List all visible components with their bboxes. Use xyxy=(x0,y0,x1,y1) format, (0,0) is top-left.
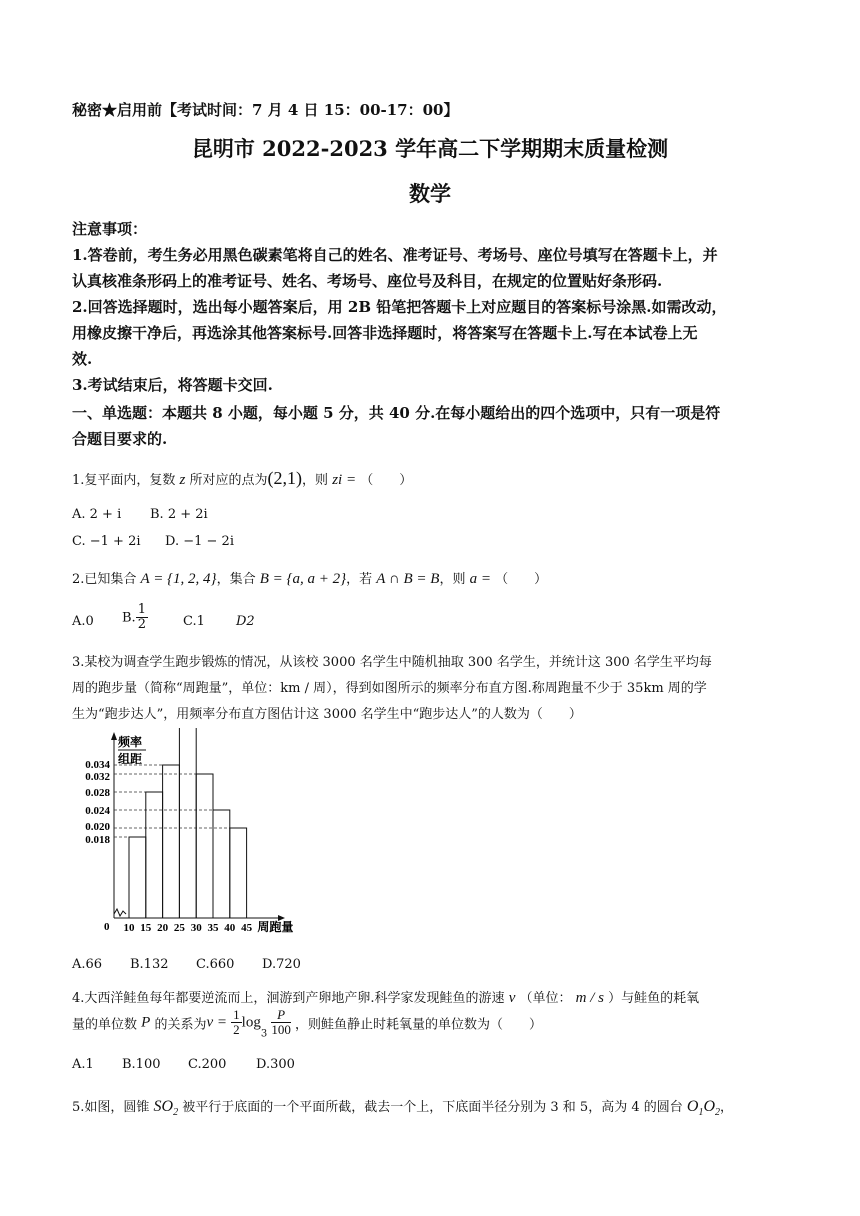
x-tick-label: 40 xyxy=(224,922,236,934)
y-axis-arrow xyxy=(111,732,117,740)
q5-o2-subscript: 2 xyxy=(715,1107,720,1119)
q5-text-a: 5.如图，圆锥 xyxy=(72,1100,150,1115)
histogram-plot xyxy=(85,728,293,934)
q4-v: v xyxy=(508,990,516,1006)
q5-text-c: ， xyxy=(720,1100,734,1115)
histogram-bar xyxy=(213,810,230,918)
q4-unit: m / s xyxy=(575,990,604,1006)
confidential-line: 秘密★启用前【考试时间：7 月 4 日 15：00-17：00】 xyxy=(72,101,459,119)
q1-option-b: B. 2 + 2i xyxy=(150,507,208,522)
q1-point: (2,1) xyxy=(267,468,303,488)
q3-option-c: C.660 xyxy=(196,957,235,972)
q2-option-a: A.0 xyxy=(72,614,94,629)
q5-cone xyxy=(153,1098,179,1119)
x-tick-label: 25 xyxy=(173,922,185,934)
q2-option-b-denominator: 2 xyxy=(137,617,146,633)
q1-option-a: A. 2 + i xyxy=(72,507,122,522)
q5-o2: O xyxy=(703,1098,715,1115)
q4-log: log xyxy=(241,1014,261,1031)
q3-option-d: D.720 xyxy=(262,957,301,972)
y-tick-label: 0.034 xyxy=(85,759,110,771)
q4-P: P xyxy=(141,1014,151,1031)
q4-text-a: 4.大西洋鲑鱼每年都要逆流而上，洄游到产卵地产卵.科学家发现鲑鱼的游速 xyxy=(72,991,505,1006)
histogram-chart xyxy=(66,728,306,944)
y-tick-label: 0.028 xyxy=(85,787,110,799)
q4-line-2 xyxy=(72,1008,542,1039)
q4-option-d: D.300 xyxy=(256,1057,295,1072)
q1-text-c: ，则 xyxy=(302,473,329,488)
q5-frustum xyxy=(686,1098,720,1119)
q1-z: z xyxy=(179,472,186,488)
question-1-stem xyxy=(72,468,412,489)
x-tick-label: 35 xyxy=(207,922,219,934)
note-1-line-2: 认真核准条形码上的准考证号、姓名、考场号、座位号及科目，在规定的位置贴好条形码. xyxy=(72,272,663,290)
q4-ratio-numerator: P xyxy=(271,1008,291,1023)
axis-break-mark xyxy=(114,909,126,916)
notes-heading: 注意事项： xyxy=(72,220,148,238)
x-tick-label: 20 xyxy=(157,922,169,934)
subject-title: 数学 xyxy=(409,181,451,206)
x-tick-label: 15 xyxy=(140,922,152,934)
y-tick-label: 0.018 xyxy=(85,834,110,846)
q2-text-b: ，集合 xyxy=(216,572,256,587)
origin-label: 0 xyxy=(104,921,110,933)
q2-variable: a = xyxy=(469,571,491,587)
q5-cone-name: SO xyxy=(153,1098,174,1115)
q1-option-c: C. −1 + 2i xyxy=(72,534,141,549)
q3-option-a: A.66 xyxy=(72,957,103,972)
q2-option-b-fraction xyxy=(136,603,148,633)
q4-option-a: A.1 xyxy=(72,1057,94,1072)
note-2-line-1: 2.回答选择题时，选出每小题答案后，用 2B 铅笔把答题卡上对应题目的答案标号涂黑.如需改动， xyxy=(72,298,727,316)
q5-o1: O xyxy=(686,1098,699,1115)
note-2-line-2: 用橡皮擦干净后，再选涂其他答案标号.回答非选择题时，将答案写在答题卡上.写在本试卷上无 xyxy=(72,324,698,342)
q1-text-a: 1.复平面内，复数 xyxy=(72,473,176,488)
exam-title: 昆明市 2022-2023 学年高二下学期期末质量检测 xyxy=(191,136,669,161)
q3-option-b: B.132 xyxy=(130,957,169,972)
histogram-bar xyxy=(163,765,180,918)
q2-option-b-prefix: B. xyxy=(122,610,136,626)
note-3: 3.考试结束后，将答题卡交回. xyxy=(72,376,273,394)
q4-line-1 xyxy=(72,987,699,1007)
histogram-bar xyxy=(179,728,196,918)
q4-formula-lhs: v = xyxy=(206,1014,228,1031)
q2-condition: A ∩ B = B xyxy=(376,571,440,587)
q4-text-e: 的关系为 xyxy=(154,1017,207,1033)
q4-ratio-fraction xyxy=(271,1008,291,1038)
q5-line-1 xyxy=(72,1096,733,1118)
histogram-bar xyxy=(129,837,146,918)
x-tick-label: 30 xyxy=(190,922,202,934)
q4-text-c: ）与鲑鱼的耗氧 xyxy=(608,991,700,1006)
q4-ratio-denominator: 100 xyxy=(271,1022,291,1038)
histogram-bar xyxy=(146,792,163,918)
q2-text-a: 2.已知集合 xyxy=(72,572,137,587)
q5-text-b: 被平行于底面的一个平面所截，截去一个上，下底面半径分别为 3 和 5，高为 4 的圆台 xyxy=(182,1100,683,1115)
q1-text-b: 所对应的点为 xyxy=(189,473,268,488)
q4-text-d: 量的单位数 xyxy=(72,1017,138,1033)
q1-expression: zi = xyxy=(332,472,357,488)
note-1-line-1: 1.答卷前，考生务必用黑色碳素笔将自己的姓名、准考证号、考场号、座位号填写在答题卡上，并 xyxy=(72,246,718,264)
x-axis-label: 周跑量 xyxy=(257,920,294,934)
histogram-bar xyxy=(230,828,247,918)
q4-half-fraction xyxy=(231,1008,242,1038)
section-1-line-1: 一、单选题：本题共 8 小题，每小题 5 分，共 40 分.在每小题给出的四个选项中，只有一项是符 xyxy=(72,404,721,422)
y-axis-label-bottom: 组距 xyxy=(118,752,143,766)
q2-option-b-numerator: 1 xyxy=(137,602,146,617)
q4-text-b: （单位： xyxy=(519,991,572,1006)
question-2-stem xyxy=(72,568,547,588)
q4-half-numerator: 1 xyxy=(233,1007,240,1022)
q4-option-c: C.200 xyxy=(188,1057,227,1072)
y-tick-label: 0.020 xyxy=(85,821,110,833)
q4-log-base: 3 xyxy=(260,1028,268,1040)
q1-text-d: （ ） xyxy=(360,473,413,488)
y-tick-label: 0.024 xyxy=(85,805,110,817)
y-axis-label-top: 频率 xyxy=(118,735,143,749)
x-tick-label: 10 xyxy=(123,922,135,934)
x-tick-label: 45 xyxy=(241,922,253,934)
y-tick-label: 0.032 xyxy=(85,771,110,783)
q2-set-a: A = {1, 2, 4} xyxy=(140,571,217,587)
histogram-bar xyxy=(196,774,213,918)
q5-cone-subscript: 2 xyxy=(173,1107,179,1119)
q2-text-e: （ ） xyxy=(495,572,548,587)
q4-option-b: B.100 xyxy=(122,1057,161,1072)
q2-text-c: ，若 xyxy=(346,572,373,587)
q1-option-d: D. −1 − 2i xyxy=(165,534,234,549)
q2-text-d: ，则 xyxy=(439,572,466,587)
q4-text-f: ，则鲑鱼静止时耗氧量的单位数为（ ） xyxy=(294,1017,542,1033)
q3-line-3: 生为“跑步达人”，用频率分布直方图估计这 3000 名学生中“跑步达人”的人数为（ ） xyxy=(72,707,582,722)
q2-option-b xyxy=(122,603,148,633)
q3-line-1: 3.某校为调查学生跑步锻炼的情况，从该校 3000 名学生中随机抽取 300 名学生，并统计这 300 名学生平均每 xyxy=(72,655,712,670)
note-2-line-3: 效. xyxy=(72,350,93,368)
q2-set-b: B = {a, a + 2} xyxy=(259,571,347,587)
section-1-line-2: 合题目要求的. xyxy=(72,430,168,448)
q5-o1-subscript: 1 xyxy=(698,1107,704,1119)
q2-option-c: C.1 xyxy=(183,614,205,629)
q4-half-denominator: 2 xyxy=(233,1022,240,1038)
q3-line-2: 周的跑步量（简称“周跑量”，单位：km / 周），得到如图所示的频率分布直方图.称周跑量不少于 35km 周的学 xyxy=(72,681,707,696)
q2-option-d: D2 xyxy=(236,614,255,629)
